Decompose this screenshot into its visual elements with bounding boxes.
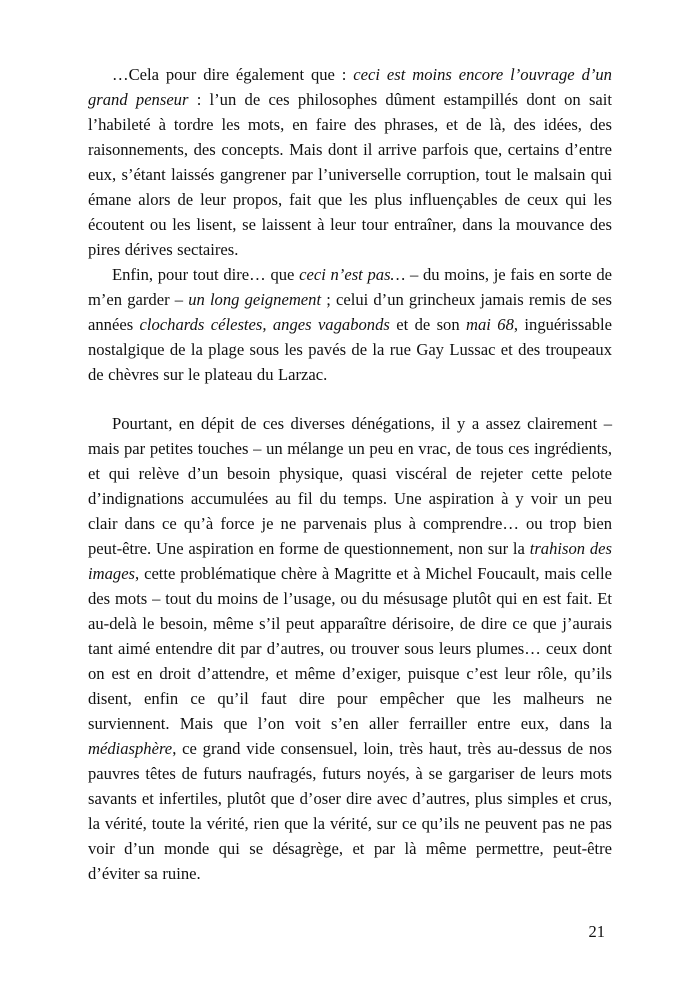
paragraph	[88, 62, 612, 262]
text-run: – du moins, je fais en sorte de m’en garder –	[88, 265, 613, 309]
italic-text-run: ceci n’est pas…	[299, 265, 406, 284]
page-body	[88, 62, 612, 886]
italic-text-run: un long geignement	[188, 290, 322, 309]
page-number: 21	[588, 922, 605, 941]
text-run: , cette problématique chère à Magritte et à Michel Foucault, mais celle des mots – tout du moins de l’usage, ou du mésusage plutôt qui en est fait. Et au-delà le besoin, même s’il peut apparaître dérisoire, de dire ce que j’aurais tant aimé entendre dit par d’autres, ou trouver sous leurs plumes… ceux dont on est en droit d’attendre, et même d’exiger, puisque c’est leur rôle, qu’ils disent, enfin ce qu’il faut dire pour empêcher que les malheurs ne surviennent. Mais que l’on voit s’en aller ferrailler entre eux, dans la	[88, 564, 612, 733]
italic-text-run: trahison des images	[88, 539, 612, 583]
text-run: Enfin, pour tout dire… que	[112, 265, 300, 284]
italic-text-run: médiasphère	[88, 739, 173, 758]
italic-text-run: clochards célestes, anges vagabonds	[139, 315, 390, 334]
text-run: : l’un de ces philosophes dûment estampillés dont on sait l’habileté à tordre les mots, en faire des phrases, et de là, des idées, des raisonnements, des concepts. Mais dont il arrive parfois que, certains d’entre eux, s’étant laissés gangrener par l’universelle corruption, tout le malsain qui émane alors de leur propos, fait que les plus influençables de ceux qui les écoutent ou les lisent, se laissent à leur tour entraîner, dans la mouvance des pires dérives sectaires.	[88, 90, 612, 259]
text-run: Pourtant, en dépit de ces diverses dénégations, il y a assez clairement – mais par petites touches – un mélange un peu en vrac, de tous ces ingrédients, et qui relève d’un besoin physique, quasi viscéral de rejeter cette pelote d’indignations accumulées au fil du temps. Une aspiration à y voir un peu clair dans ce qu’à force je ne parvenais plus à comprendre… ou trop bien peut-être. Une aspiration en forme de questionnement, non sur la	[88, 414, 612, 558]
text-run: et de son	[389, 315, 467, 334]
italic-text-run: ceci est moins encore l’ouvrage d’un grand penseur	[88, 65, 612, 109]
paragraph	[88, 411, 612, 886]
paragraph	[88, 262, 612, 387]
italic-text-run: mai 68	[466, 315, 514, 334]
text-run: , ce grand vide consensuel, loin, très haut, très au-dessus de nos pauvres têtes de futurs naufragés, futurs noyés, à se gargariser de leurs mots savants et infertiles, plutôt que d’oser dire avec d’autres, plus simples et crus, la vérité, toute la vérité, rien que la vérité, sur ce qu’ils ne peuvent pas ne pas voir d’un monde qui se désagrège, et par là même permettre, peut-être d’éviter sa ruine.	[88, 739, 612, 883]
text-run: …Cela pour dire également que :	[112, 65, 354, 84]
text-run: , inguérissable nostalgique de la plage sous les pavés de la rue Gay Lussac et des troupeaux de chèvres sur le plateau du Larzac.	[88, 315, 612, 384]
text-run: ; celui d’un grincheux jamais remis de ses années	[88, 290, 612, 334]
